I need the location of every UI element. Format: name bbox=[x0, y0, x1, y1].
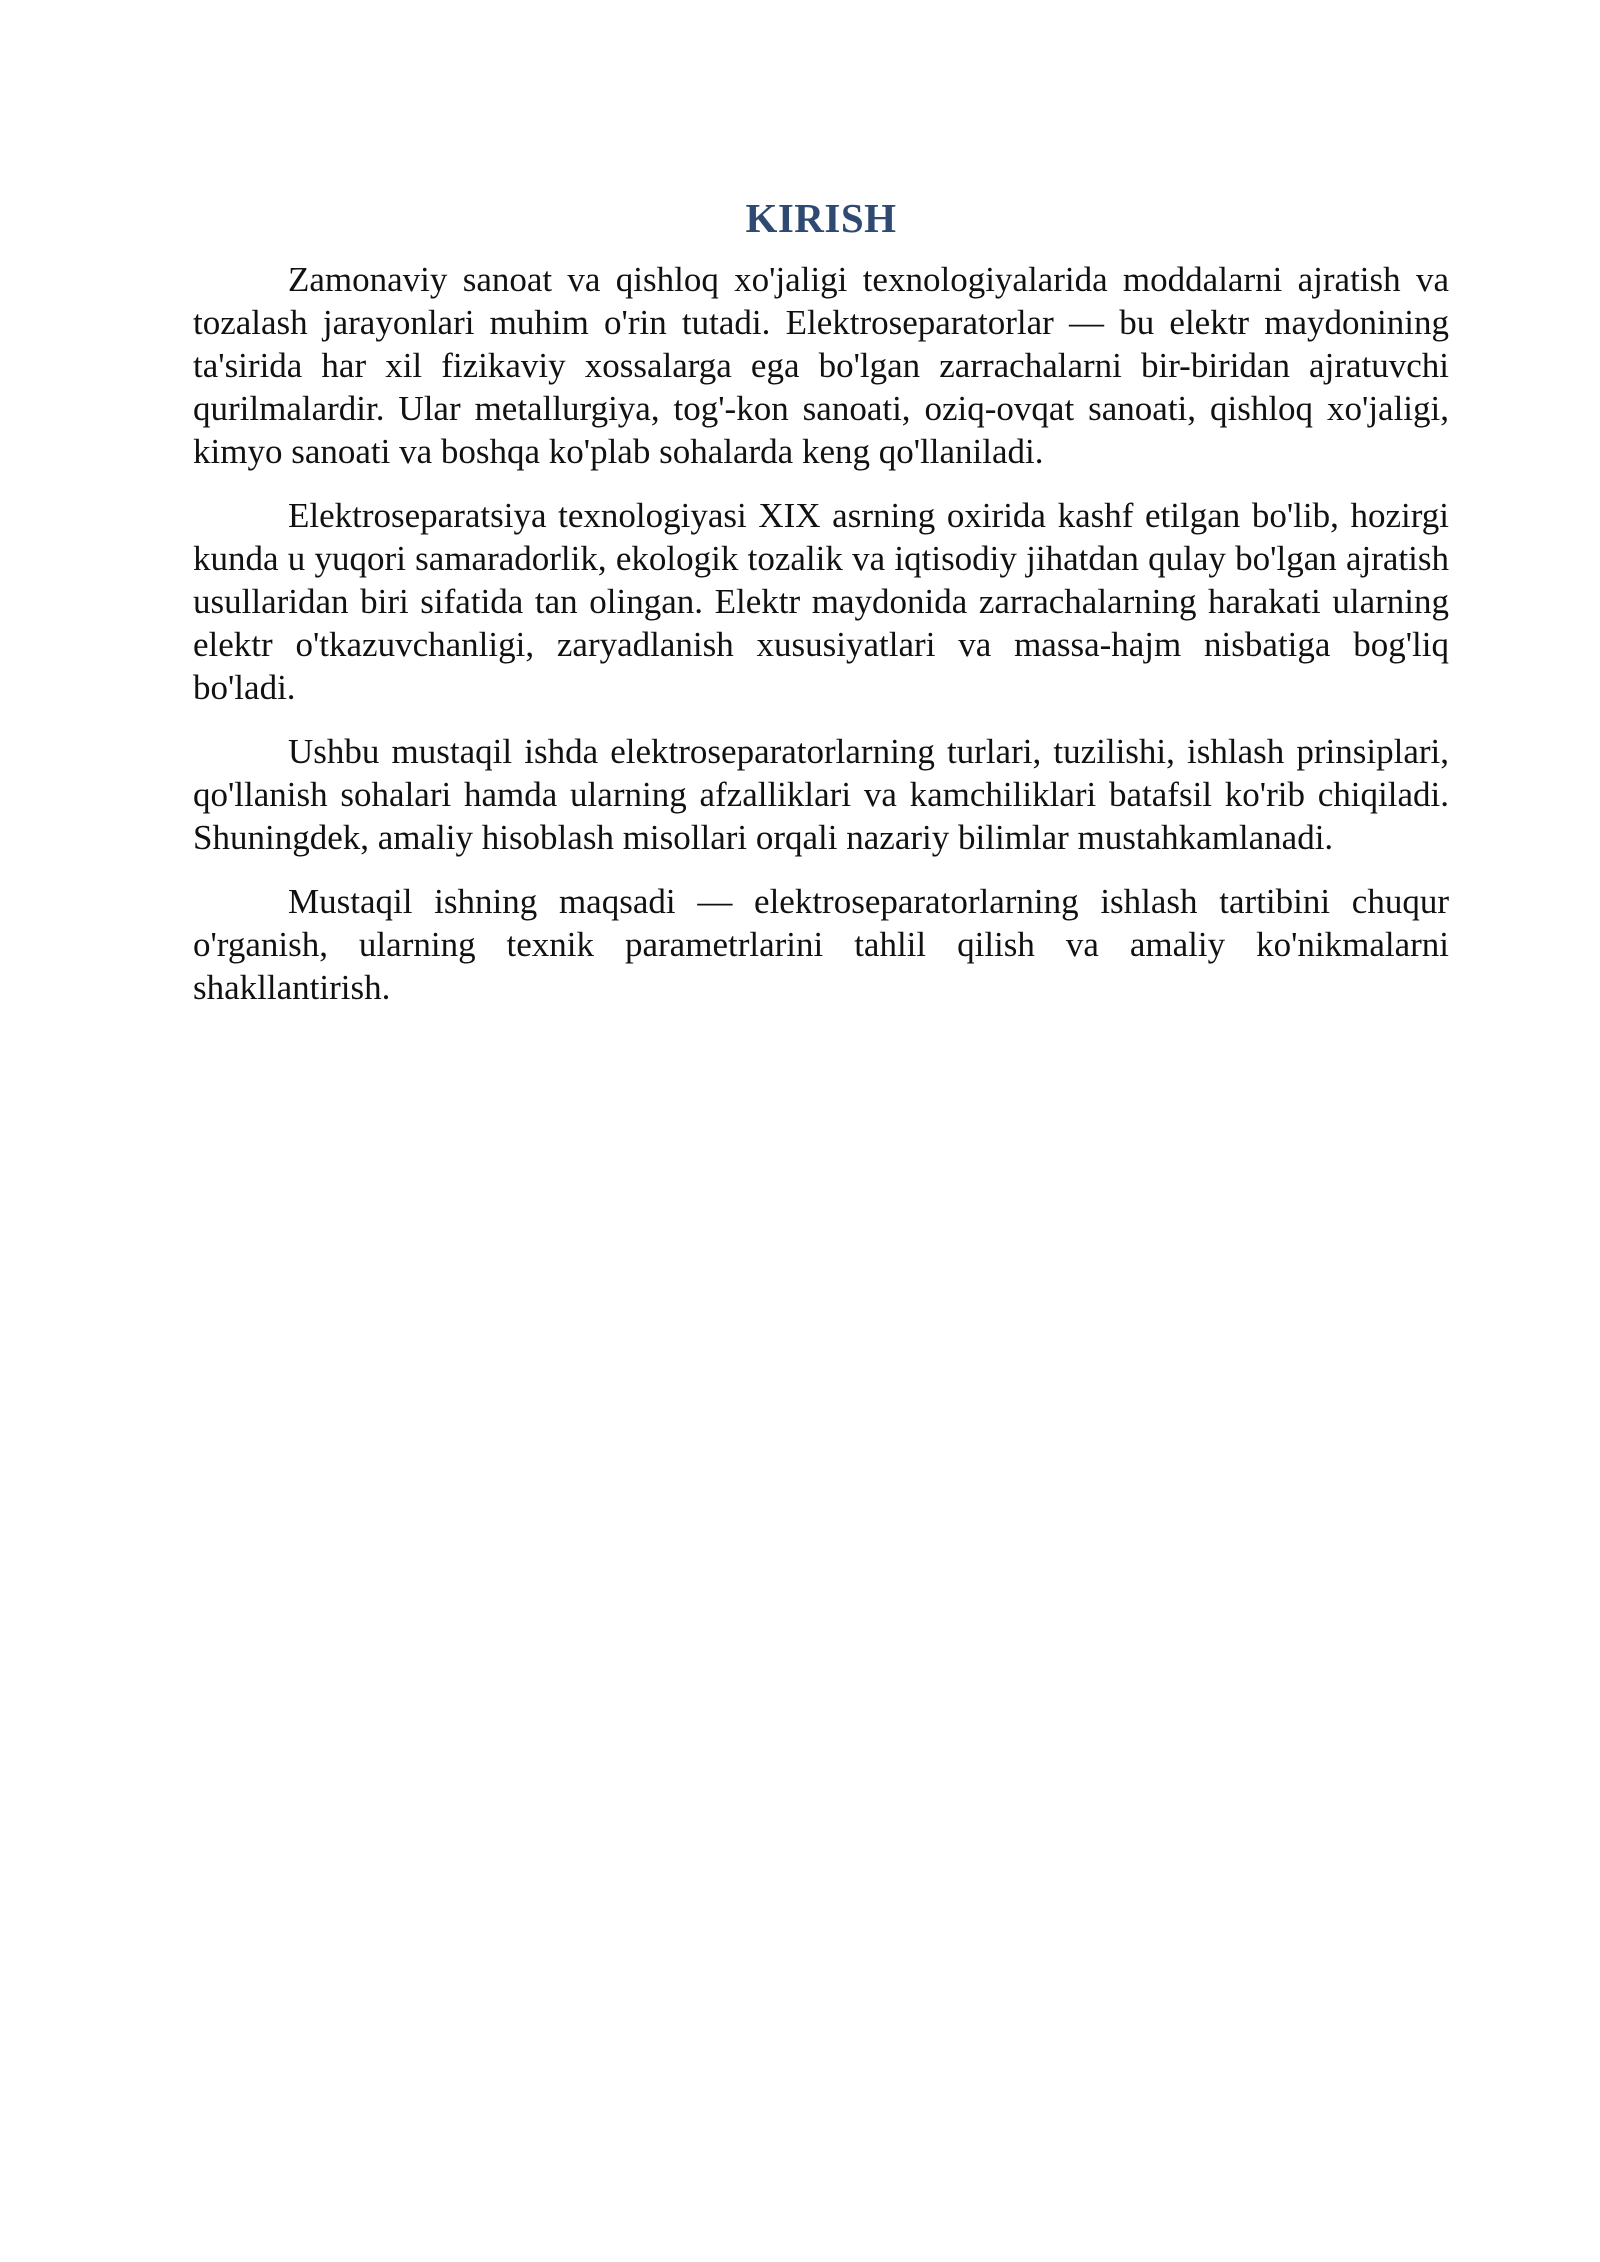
page-content bbox=[193, 190, 1449, 1030]
paragraph-4: Mustaqil ishning maqsadi — elektroseparatorlarning ishlash tartibini chuqur o'rganish, ularning texnik parametrlarini tahlil qilish va amaliy ko'nikmalarni shakllantirish. bbox=[193, 882, 1449, 1007]
paragraph-2: Elektroseparatsiya texnologiyasi XIX asrning oxirida kashf etilgan bo'lib, hozirgi kunda u yuqori samaradorlik, ekologik tozalik va iqtisodiy jihatdan qulay bo'lgan ajratish usullaridan biri sifatida tan olingan. Elektr maydonida zarrachalarning harakati ularning elektr o'tkazuvchanligi, zaryadlanish xususiyatlari va massa-hajm nisbatiga bog'liq bo'ladi. bbox=[193, 496, 1449, 707]
page-title: KIRISH bbox=[745, 195, 897, 241]
paragraph-1: Zamonaviy sanoat va qishloq xo'jaligi texnologiyalarida moddalarni ajratish va tozalash jarayonlari muhim o'rin tutadi. Elektroseparatorlar — bu elektr maydonining ta'sirida har xil fizikaviy xossalarga ega bo'lgan zarrachalarni bir-biridan ajratuvchi qurilmalardir. Ular metallurgiya, tog'-kon sanoati, oziq-ovqat sanoati, qishloq xo'jaligi, kimyo sanoati va boshqa ko'plab sohalarda keng qo'llaniladi. bbox=[193, 260, 1449, 471]
paragraph-3: Ushbu mustaqil ishda elektroseparatorlarning turlari, tuzilishi, ishlash prinsiplari, qo'llanish sohalari hamda ularning afzalliklari va kamchiliklari batafsil ko'rib chiqiladi. Shuningdek, amaliy hisoblash misollari orqali nazariy bilimlar mustahkamlanadi. bbox=[193, 732, 1449, 857]
